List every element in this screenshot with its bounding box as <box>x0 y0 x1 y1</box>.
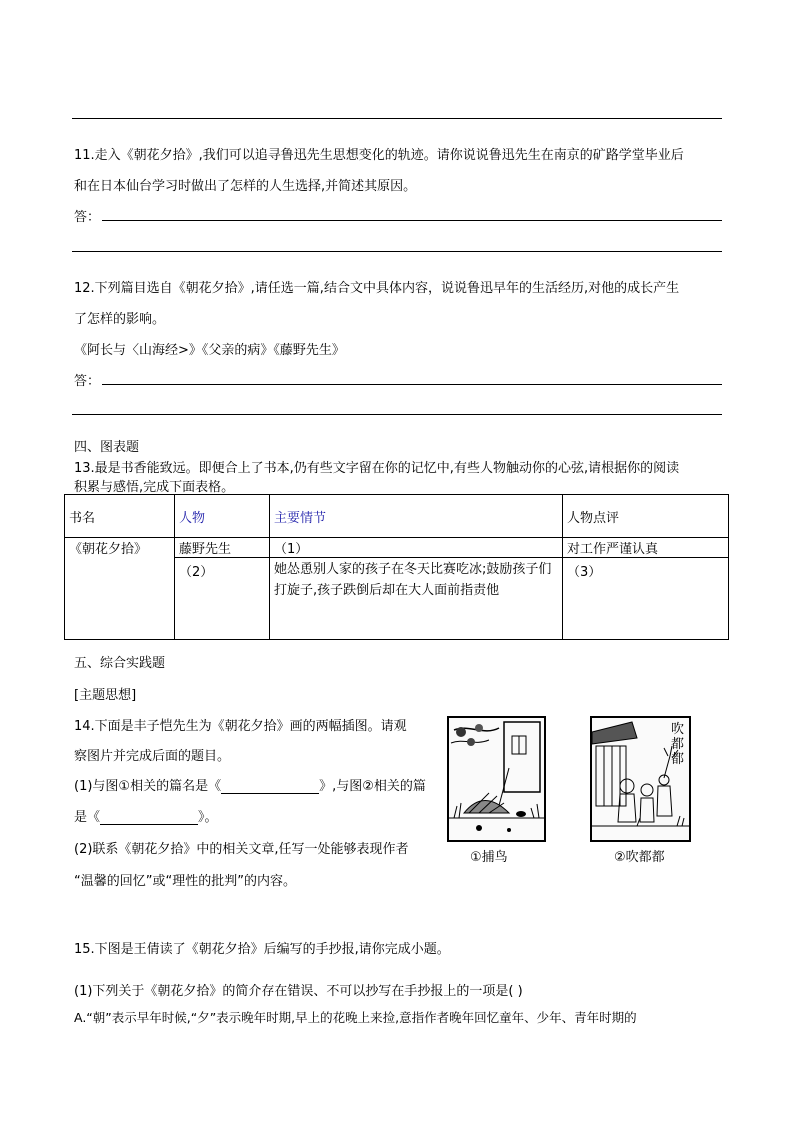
q11-line1: 11.走入《朝花夕拾》,我们可以追寻鲁迅先生思想变化的轨迹。请你说说鲁迅先生在南京的矿路学堂毕业后 <box>74 148 684 163</box>
q14-part2-line2: “温馨的回忆”或“理性的批判”的内容。 <box>74 874 296 889</box>
fig1-caption: ①捕鸟 <box>470 850 508 865</box>
fig2-caption: ②吹都都 <box>614 850 665 865</box>
q14-part2-line1: (2)联系《朝花夕拾》中的相关文章,任写一处能够表现作者 <box>74 842 409 857</box>
q14-line1: 14.下面是丰子恺先生为《朝花夕拾》画的两幅插图。请观 <box>74 719 407 734</box>
q13-line2: 积累与感悟,完成下面表格。 <box>74 480 235 495</box>
catching-birds-drawing <box>449 718 544 840</box>
cell-book: 《朝花夕拾》 <box>65 538 175 640</box>
q11-answer-label: 答： <box>74 210 101 225</box>
header-book: 书名 <box>65 495 175 538</box>
header-comment: 人物点评 <box>563 495 729 538</box>
table-row <box>65 538 729 558</box>
header-plot: 主要情节 <box>270 495 563 538</box>
q14-line2: 察图片并完成后面的题目。 <box>74 749 231 764</box>
q11-answer-line-2[interactable] <box>72 251 722 252</box>
q12-line3: 《阿长与〈山海经>》《父亲的病》《藤野先生》 <box>74 343 345 358</box>
q14-p1-d: 》。 <box>198 810 218 825</box>
q12-answer-label: 答： <box>74 374 101 389</box>
q12-answer-line-1[interactable] <box>102 384 722 385</box>
cell-character-1: 藤野先生 <box>175 538 270 558</box>
q14-part1-row1 <box>74 775 426 794</box>
cell-character-2[interactable]: （2） <box>175 558 270 640</box>
illustration-blowing-dudu <box>590 716 691 842</box>
q14-p1-a: (1)与图①相关的篇名是《 <box>74 779 222 794</box>
q15-option-a[interactable]: A.“朝”表示早年时候,“夕”表示晚年时期,早上的花晚上来捡,意指作者晚年回忆童年、少年、青年时期的 <box>74 1010 637 1025</box>
q11-answer-line-1[interactable] <box>102 220 722 221</box>
cell-comment-1: 对工作严谨认真 <box>563 538 729 558</box>
q11-line2: 和在日本仙台学习时做出了怎样的人生选择,并简述其原因。 <box>74 179 417 194</box>
cell-comment-2[interactable]: （3） <box>563 558 729 640</box>
section4-title: 四、图表题 <box>74 440 140 455</box>
q15-part1: (1)下列关于《朝花夕拾》的简介存在错误、不可以抄写在手抄报上的一项是( ) <box>74 984 523 999</box>
section5-subtitle: [主题思想] <box>74 688 137 703</box>
q14-blank-2[interactable] <box>100 810 198 825</box>
q14-blank-1[interactable] <box>221 779 319 794</box>
cell-plot-2: 她怂恿别人家的孩子在冬天比赛吃冰;鼓励孩子们打旋子,孩子跌倒后却在大人面前指责他 <box>270 558 563 640</box>
q14-p1-c: 是《 <box>74 810 101 825</box>
q12-line2: 了怎样的影响。 <box>74 312 166 327</box>
q14-p1-b: 》,与图②相关的篇 <box>319 779 426 794</box>
cell-plot-1[interactable]: （1） <box>270 538 563 558</box>
q12-line1: 12.下列篇目选自《朝花夕拾》,请任选一篇,结合文中具体内容，说说鲁迅早年的生活经历,对他的成长产生 <box>74 281 680 296</box>
illustration-catching-birds <box>447 716 546 842</box>
table-header-row <box>65 495 729 538</box>
header-character: 人物 <box>175 495 270 538</box>
q15-line1: 15.下图是王倩读了《朝花夕拾》后编写的手抄报,请你完成小题。 <box>74 942 450 957</box>
q13-line1: 13.最是书香能致远。即便合上了书本,仍有些文字留在你的记忆中,有些人物触动你的心弦,请根据你的阅读 <box>74 461 680 476</box>
q14-part1-row2 <box>74 806 218 825</box>
fig2-inscription: 吹都都 <box>671 722 685 767</box>
q12-answer-line-2[interactable] <box>72 414 722 415</box>
top-rule <box>72 118 722 119</box>
section5-title: 五、综合实践题 <box>74 656 166 671</box>
character-table <box>64 494 729 640</box>
